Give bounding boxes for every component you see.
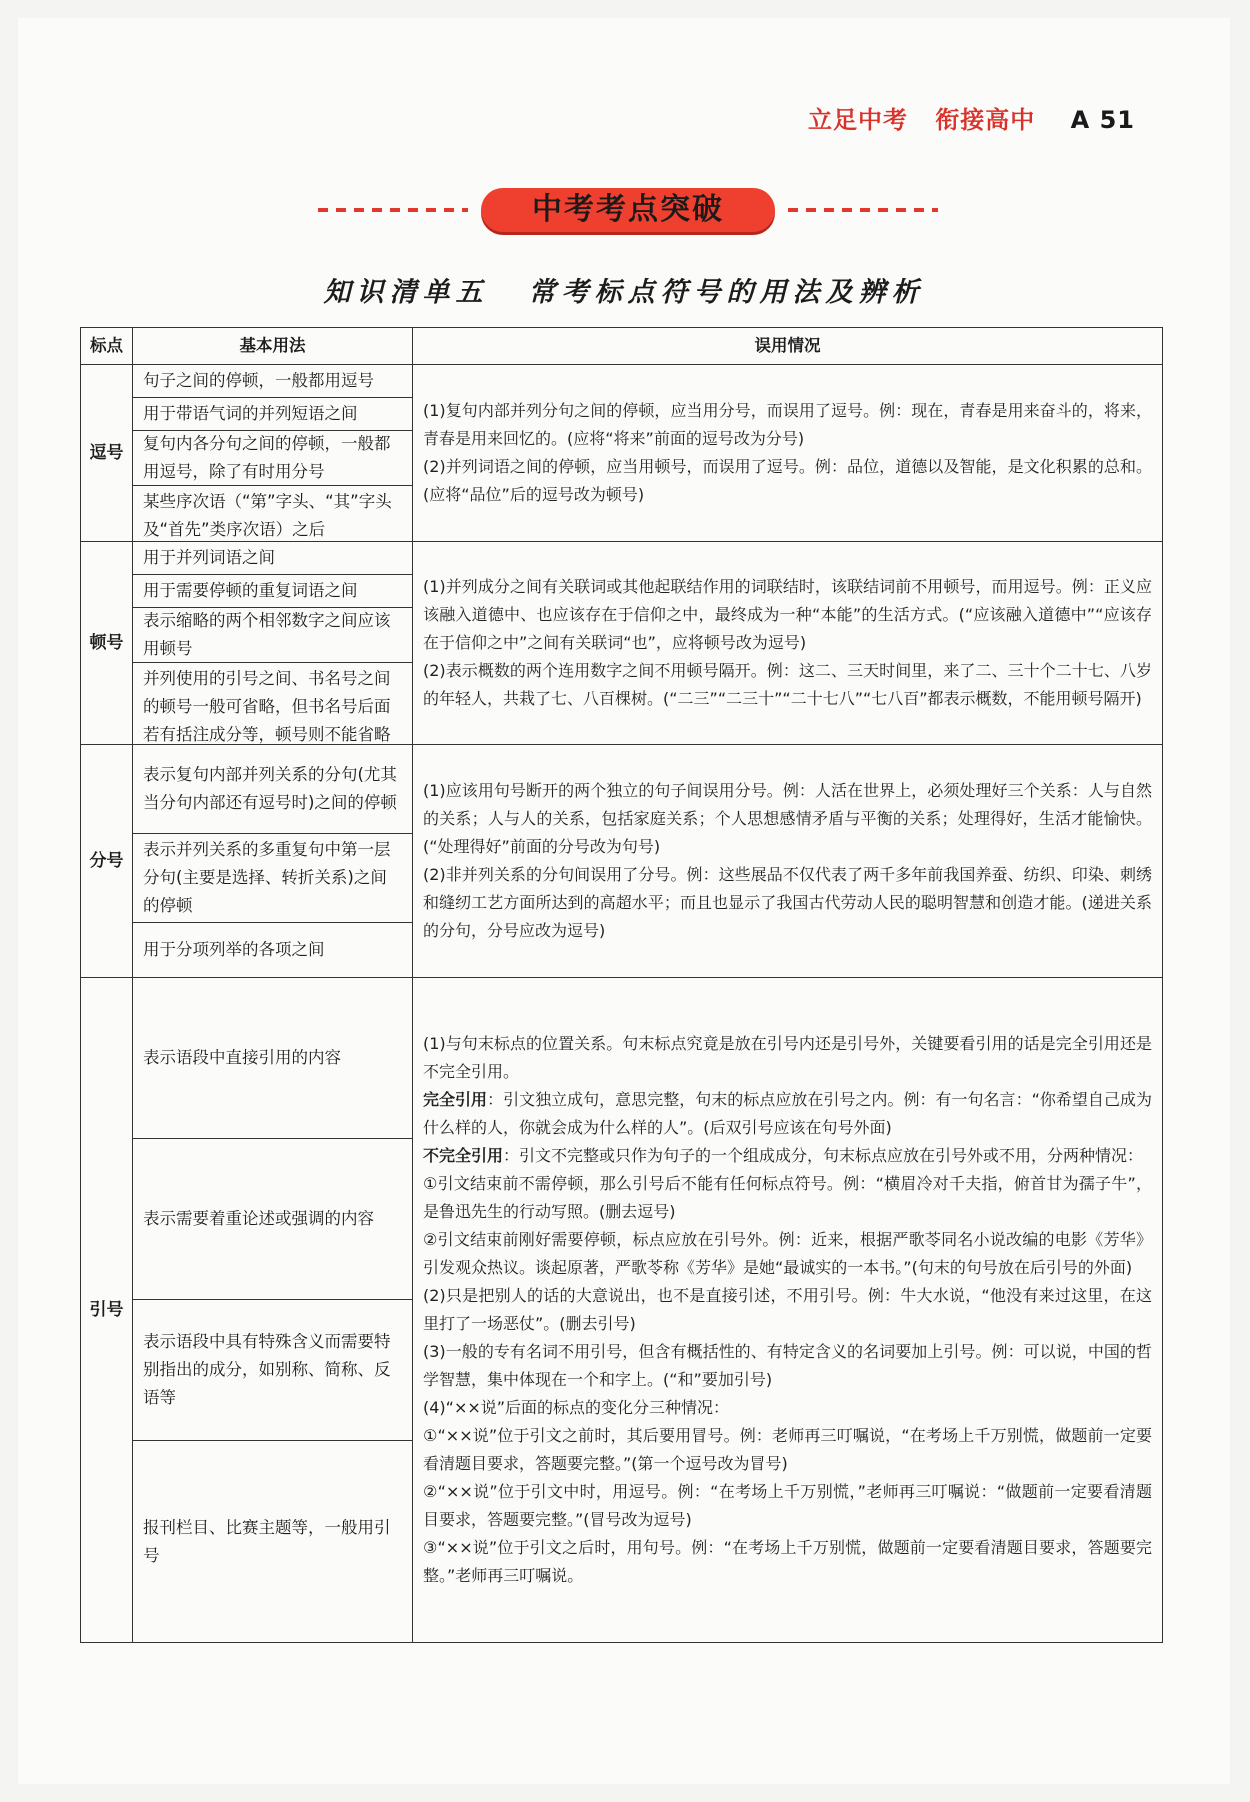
- usage-item: 报刊栏目、比赛主题等，一般用引号: [143, 1517, 391, 1565]
- usage-item: 用于带语气词的并列短语之间: [133, 398, 412, 431]
- punctuation-table: [80, 327, 1163, 1643]
- full-quote-text: ：引文独立成句，意思完整，句末的标点应放在引号之内。例：有一句名言：“你希望自己成为什么样的人，你就会成为什么样的人”。(后双引号应该在句号外面): [423, 1090, 1152, 1137]
- punct-name: 分号: [81, 745, 133, 978]
- error-item: (4)“××说”后面的标点的变化分三种情况：: [423, 1398, 730, 1417]
- section-banner: [318, 188, 938, 232]
- error-item: (2)表示概数的两个连用数字之间不用顿号隔开。例：这二、三天时间里，来了二、三十个二十七、八岁的年轻人，共栽了七、八百棵树。(“二三”“二三十”“二十七八”“七八百”都表示概数，不能用顿号隔开): [423, 661, 1152, 708]
- table-header-row: [81, 328, 1163, 365]
- banner-title: 中考考点突破: [481, 188, 775, 232]
- error-item: ①“××说”位于引文之前时，其后要用冒号。例：老师再三叮嘱说，“在考场上千万别慌，做题前一定要看清题目要求，答题要完整。”(第一个逗号改为冒号): [423, 1426, 1152, 1473]
- punct-name: 逗号: [81, 365, 133, 542]
- header-slogan-left: 立足中考: [807, 106, 908, 134]
- error-item: (1)复句内部并列分句之间的停顿，应当用分号，而误用了逗号。例：现在，青春是用来奋斗的，将来，青春是用来回忆的。(应将“将来”前面的逗号改为分号): [423, 401, 1152, 448]
- error-cell: [413, 978, 1163, 1643]
- usage-item: 并列使用的引号之间、书名号之间的顿号一般可省略，但书名号后面若有括注成分等，顿号则不能省略: [143, 669, 391, 744]
- usage-cell: [133, 365, 413, 542]
- error-item: (3)一般的专有名词不用引号，但含有概括性的、有特定含义的名词要加上引号。例：可以说，中国的哲学智慧，集中体现在一个和字上。(“和”要加引号): [423, 1342, 1152, 1389]
- error-item: [423, 1086, 1152, 1142]
- header-slogan-right: 衔接高中: [935, 106, 1036, 134]
- usage-cell: [133, 978, 413, 1643]
- error-item: (2)并列词语之间的停顿，应当用顿号，而误用了逗号。例：品位，道德以及智能，是文化积累的总和。(应将“品位”后的逗号改为顿号): [423, 457, 1152, 504]
- usage-item: 表示复句内部并列关系的分句(尤其当分句内部还有逗号时)之间的停顿: [133, 745, 412, 834]
- partial-quote-label: 不完全引用: [423, 1146, 504, 1165]
- usage-item: 用于需要停顿的重复词语之间: [133, 575, 412, 608]
- error-item: ③“××说”位于引文之后时，用句号。例：“在考场上千万别慌，做题前一定要看清题目要求，答题要完整。”老师再三叮嘱说。: [423, 1538, 1152, 1585]
- error-item: (2)非并列关系的分句间误用了分号。例：这些展品不仅代表了两千多年前我国养蚕、纺织、印染、刺绣和缝纫工艺方面所达到的高超水平；而且也显示了我国古代劳动人民的聪明智慧和创造才能。(递进关系的分句，分号应改为逗号): [423, 865, 1152, 940]
- error-item: (1)应该用句号断开的两个独立的句子间误用分号。例：人活在世界上，必须处理好三个关系：人与自然的关系；人与人的关系，包括家庭关系；个人思想感情矛盾与平衡的关系；处理得好，生活才能愉快。(“处理得好”前面的分号改为句号): [423, 781, 1152, 856]
- usage-item: 表示并列关系的多重复句中第一层分句(主要是选择、转折关系)之间的停顿: [133, 834, 412, 923]
- usage-item: 句子之间的停顿，一般都用逗号: [133, 365, 412, 398]
- usage-cell: [133, 745, 413, 978]
- table-row: [81, 978, 1163, 1643]
- error-item: ②引文结束前刚好需要停顿，标点应放在引号外。例：近来，根据严歌苓同名小说改编的电影《芳华》引发观众热议。谈起原著，严歌苓称《芳华》是她“最诚实的一本书。”(句末的句号放在后引号的外面): [423, 1230, 1152, 1277]
- error-item: (1)与句末标点的位置关系。句末标点究竟是放在引号内还是引号外，关键要看引用的话是完全引用还是不完全引用。: [423, 1034, 1152, 1081]
- full-quote-label: 完全引用: [423, 1090, 488, 1109]
- banner-decoration-left: [318, 208, 468, 212]
- table-row: [81, 542, 1163, 745]
- error-item: (2)只是把别人的话的大意说出，也不是直接引述，不用引号。例：牛大水说，“他没有来过这里，在这里打了一场恶仗”。(删去引号): [423, 1286, 1152, 1333]
- section-label: 知识清单五: [323, 277, 489, 308]
- error-item: ②“××说”位于引文中时，用逗号。例：“在考场上千万别慌，”老师再三叮嘱说：“做题前一定要看清题目要求，答题要完整。”(冒号改为逗号): [423, 1482, 1152, 1529]
- page: [18, 18, 1230, 1784]
- error-item: (1)并列成分之间有关联词或其他起联结作用的词联结时，该联结词前不用顿号，而用逗号。例：正义应该融入道德中、也应该存在于信仰之中，最终成为一种“本能”的生活方式。(“应该融入道德中”“应该存在于信仰之中”之间有关联词“也”，应将顿号改为逗号): [423, 577, 1152, 652]
- section-title: [18, 270, 1230, 309]
- table-header-punct: 标点: [81, 328, 133, 365]
- partial-quote-text: ：引文不完整或只作为句子的一个组成成分，句末标点应放在引号外或不用，分两种情况：: [503, 1146, 1144, 1165]
- usage-item: 复句内各分句之间的停顿，一般都用逗号，除了有时用分号: [133, 431, 412, 486]
- punct-name: 引号: [81, 978, 133, 1643]
- usage-item: 表示需要着重论述或强调的内容: [133, 1139, 412, 1300]
- usage-item: 表示缩略的两个相邻数字之间应该用顿号: [133, 608, 412, 663]
- usage-item: 用于并列词语之间: [133, 542, 412, 575]
- table-row: [81, 745, 1163, 978]
- table-header-errors: 误用情况: [413, 328, 1163, 365]
- error-cell: [413, 365, 1163, 542]
- error-item: ①引文结束前不需停顿，那么引号后不能有任何标点符号。例：“横眉冷对千夫指，俯首甘为孺子牛”，是鲁迅先生的行动写照。(删去逗号): [423, 1174, 1152, 1221]
- banner-decoration-right: [788, 208, 938, 212]
- usage-item: 某些序次语（“第”字头、“其”字头及“首先”类序次语）之后: [143, 492, 392, 539]
- table-header-usage: 基本用法: [133, 328, 413, 365]
- usage-item: 用于分项列举的各项之间: [143, 940, 325, 959]
- punct-name: 顿号: [81, 542, 133, 745]
- page-header: [808, 100, 1135, 135]
- error-cell: [413, 745, 1163, 978]
- usage-cell: [133, 542, 413, 745]
- error-item: [423, 1142, 1152, 1170]
- section-heading: 常考标点符号的用法及辨析: [528, 277, 925, 308]
- usage-item: 表示语段中具有特殊含义而需要特别指出的成分，如别称、简称、反语等: [133, 1300, 412, 1441]
- usage-item: 表示语段中直接引用的内容: [133, 978, 412, 1139]
- table-row: [81, 365, 1163, 542]
- page-number: A 51: [1070, 106, 1135, 134]
- error-cell: [413, 542, 1163, 745]
